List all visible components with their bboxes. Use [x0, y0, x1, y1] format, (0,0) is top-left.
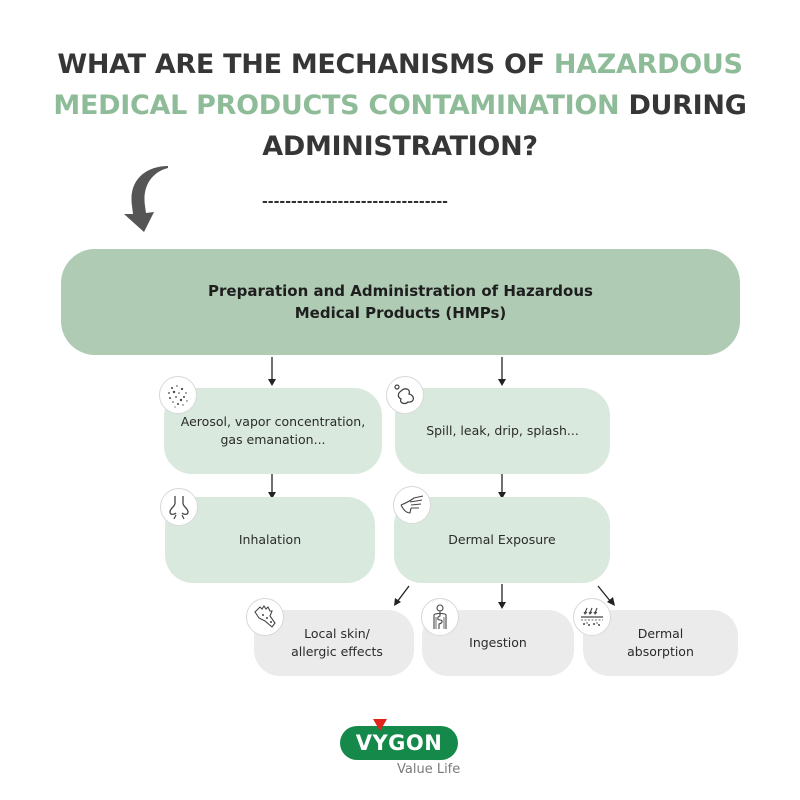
vygon-logo	[340, 726, 458, 760]
logo-red-triangle-icon	[373, 719, 387, 731]
digestive-system-icon-badge	[421, 598, 459, 636]
curved-arrow-icon	[118, 162, 174, 234]
nose-icon	[165, 493, 193, 521]
source-label: Aerosol, vapor concentration, gas emanation...	[180, 414, 366, 447]
arrow-down-icon	[266, 357, 278, 387]
spill-icon	[391, 381, 419, 409]
effect-label: Dermal absorption	[627, 626, 694, 659]
source-box-aerosol	[164, 388, 382, 474]
arrow-down-icon	[496, 357, 508, 387]
title-part-3: DURING ADMINISTRATION?	[262, 90, 747, 162]
main-process-label: Preparation and Administration of Hazardous Medical Products (HMPs)	[208, 282, 593, 322]
logo-tagline: Value Life	[397, 762, 461, 777]
arrow-down-left-icon	[392, 584, 412, 608]
skin-absorption-icon	[578, 603, 606, 631]
route-label: Inhalation	[238, 532, 302, 547]
hand-icon-badge	[393, 486, 431, 524]
irritated-hand-icon-badge	[246, 598, 284, 636]
divider-dashes: --------------------------------	[262, 197, 448, 207]
source-box-spill	[395, 388, 610, 474]
hand-icon	[398, 491, 426, 519]
digestive-system-icon	[426, 603, 454, 631]
spill-icon-badge	[386, 376, 424, 414]
title-part-1: WHAT ARE THE MECHANISMS OF	[57, 49, 554, 80]
title-accent: HAZARDOUS MEDICAL PRODUCTS CONTAMINATION	[53, 49, 743, 121]
logo-brand: VYGON	[355, 731, 443, 755]
route-label: Dermal Exposure	[448, 532, 556, 547]
arrow-down-icon	[496, 584, 508, 610]
main-process-box	[61, 249, 740, 355]
particles-icon-badge	[159, 376, 197, 414]
effect-label: Local skin/ allergic effects	[291, 626, 383, 659]
effect-label: Ingestion	[469, 635, 527, 650]
irritated-hand-icon	[251, 603, 279, 631]
skin-absorption-icon-badge	[573, 598, 611, 636]
particles-icon	[164, 381, 192, 409]
page-title	[40, 44, 760, 167]
nose-icon-badge	[160, 488, 198, 526]
source-label: Spill, leak, drip, splash...	[426, 423, 579, 438]
